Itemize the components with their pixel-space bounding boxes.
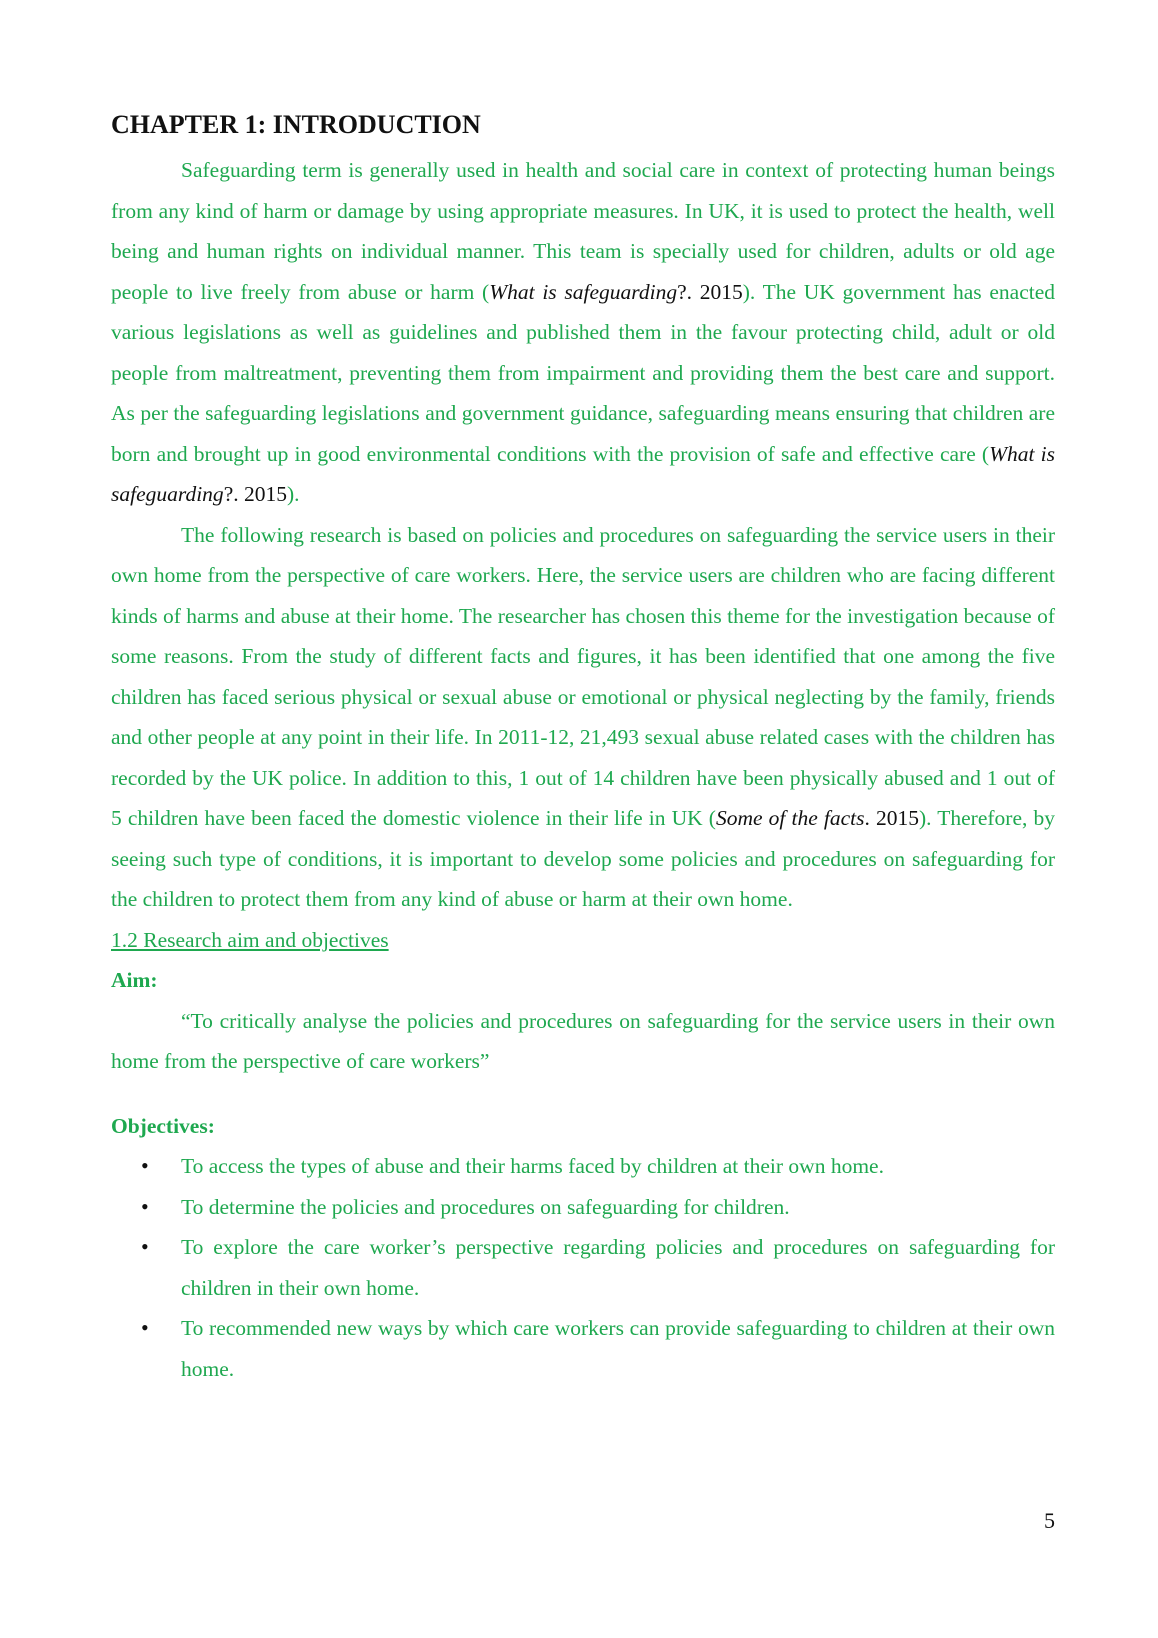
objectives-label: Objectives: [111, 1113, 215, 1138]
objective-item: • To recommended new ways by which care workers can provide safeguarding to children at their own home. [111, 1308, 1055, 1389]
bullet-icon: • [141, 1315, 149, 1340]
para2-text-2: ). Therefore, by seeing such type of conditions, it is important to develop some policies and procedures on safeguarding for the children to protect them from any kind of abuse or harm at their own home. [111, 806, 1055, 911]
objective-item: • To explore the care worker’s perspective regarding policies and procedures on safeguarding for children in their own home. [111, 1227, 1055, 1308]
section-heading-aims: 1.2 Research aim and objectives [111, 927, 389, 952]
citation-year-2: ?. 2015 [223, 482, 287, 506]
spacer [111, 1082, 1055, 1106]
intro-paragraph-1 [111, 150, 1055, 515]
objective-item: • To determine the policies and procedures on safeguarding for children. [111, 1187, 1055, 1228]
bullet-icon: • [141, 1234, 149, 1259]
citation-year-1: ?. 2015 [677, 279, 743, 304]
objective-item: • To access the types of abuse and their harms faced by children at their own home. [111, 1146, 1055, 1187]
page-number: 5 [1044, 1508, 1055, 1533]
objectives-list [111, 1146, 1055, 1389]
bullet-icon: • [141, 1153, 149, 1178]
citation-title-3: Some of the facts [715, 806, 865, 830]
aim-text: “To critically analyse the policies and procedures on safeguarding for the service users in their own home from the perspective of care workers” [111, 1008, 1055, 1073]
citation-year-3: . 2015 [864, 806, 919, 830]
document-page [111, 104, 1055, 1389]
bullet-icon: • [141, 1193, 149, 1219]
citation-title-1: What is safeguarding [489, 279, 678, 304]
para2-text-1: The following research is based on policies and procedures on safeguarding the service users in their own home from the perspective of care workers. Here, the service users are children who are facing different kinds of harms and abuse at their home. The researcher has chosen this theme for the investigation because of some reasons. From the study of different facts and figures, it has been identified that one among the five children has faced serious physical or sexual abuse or emotional or physical neglecting by the family, friends and other people at any point in their life. In 2011-12, 21,493 sexual abuse related cases with the children has recorded by the UK police. In addition to this, 1 out of 14 children have been physically abused and 1 out of 5 children have been faced the domestic violence in their life in UK ( [111, 522, 1055, 830]
aim-label: Aim: [111, 968, 158, 992]
para1-text-1: Safeguarding term is generally used in health and social care in context of protecting human beings from any kind of harm or damage by using appropriate measures. In UK, it is used to protect the health, well being and human rights on individual manner. This team is specially used for children, adults or old age people to live freely from abuse or harm ( [111, 158, 1055, 304]
para1-text-2: ). The UK government has enacted various legislations as well as guidelines and published them in the favour protecting child, adult or old people from maltreatment, preventing them from impairment and providing them the best care and support. As per the safeguarding legislations and government guidance, safeguarding means ensuring that children are born and brought up in good environmental conditions with the provision of safe and effective care ( [111, 279, 1055, 466]
chapter-heading: CHAPTER 1: INTRODUCTION [111, 110, 481, 139]
para1-text-3: ). [286, 482, 300, 506]
intro-paragraph-2 [111, 515, 1055, 920]
citation-title-2: What is safeguarding [111, 441, 1055, 506]
